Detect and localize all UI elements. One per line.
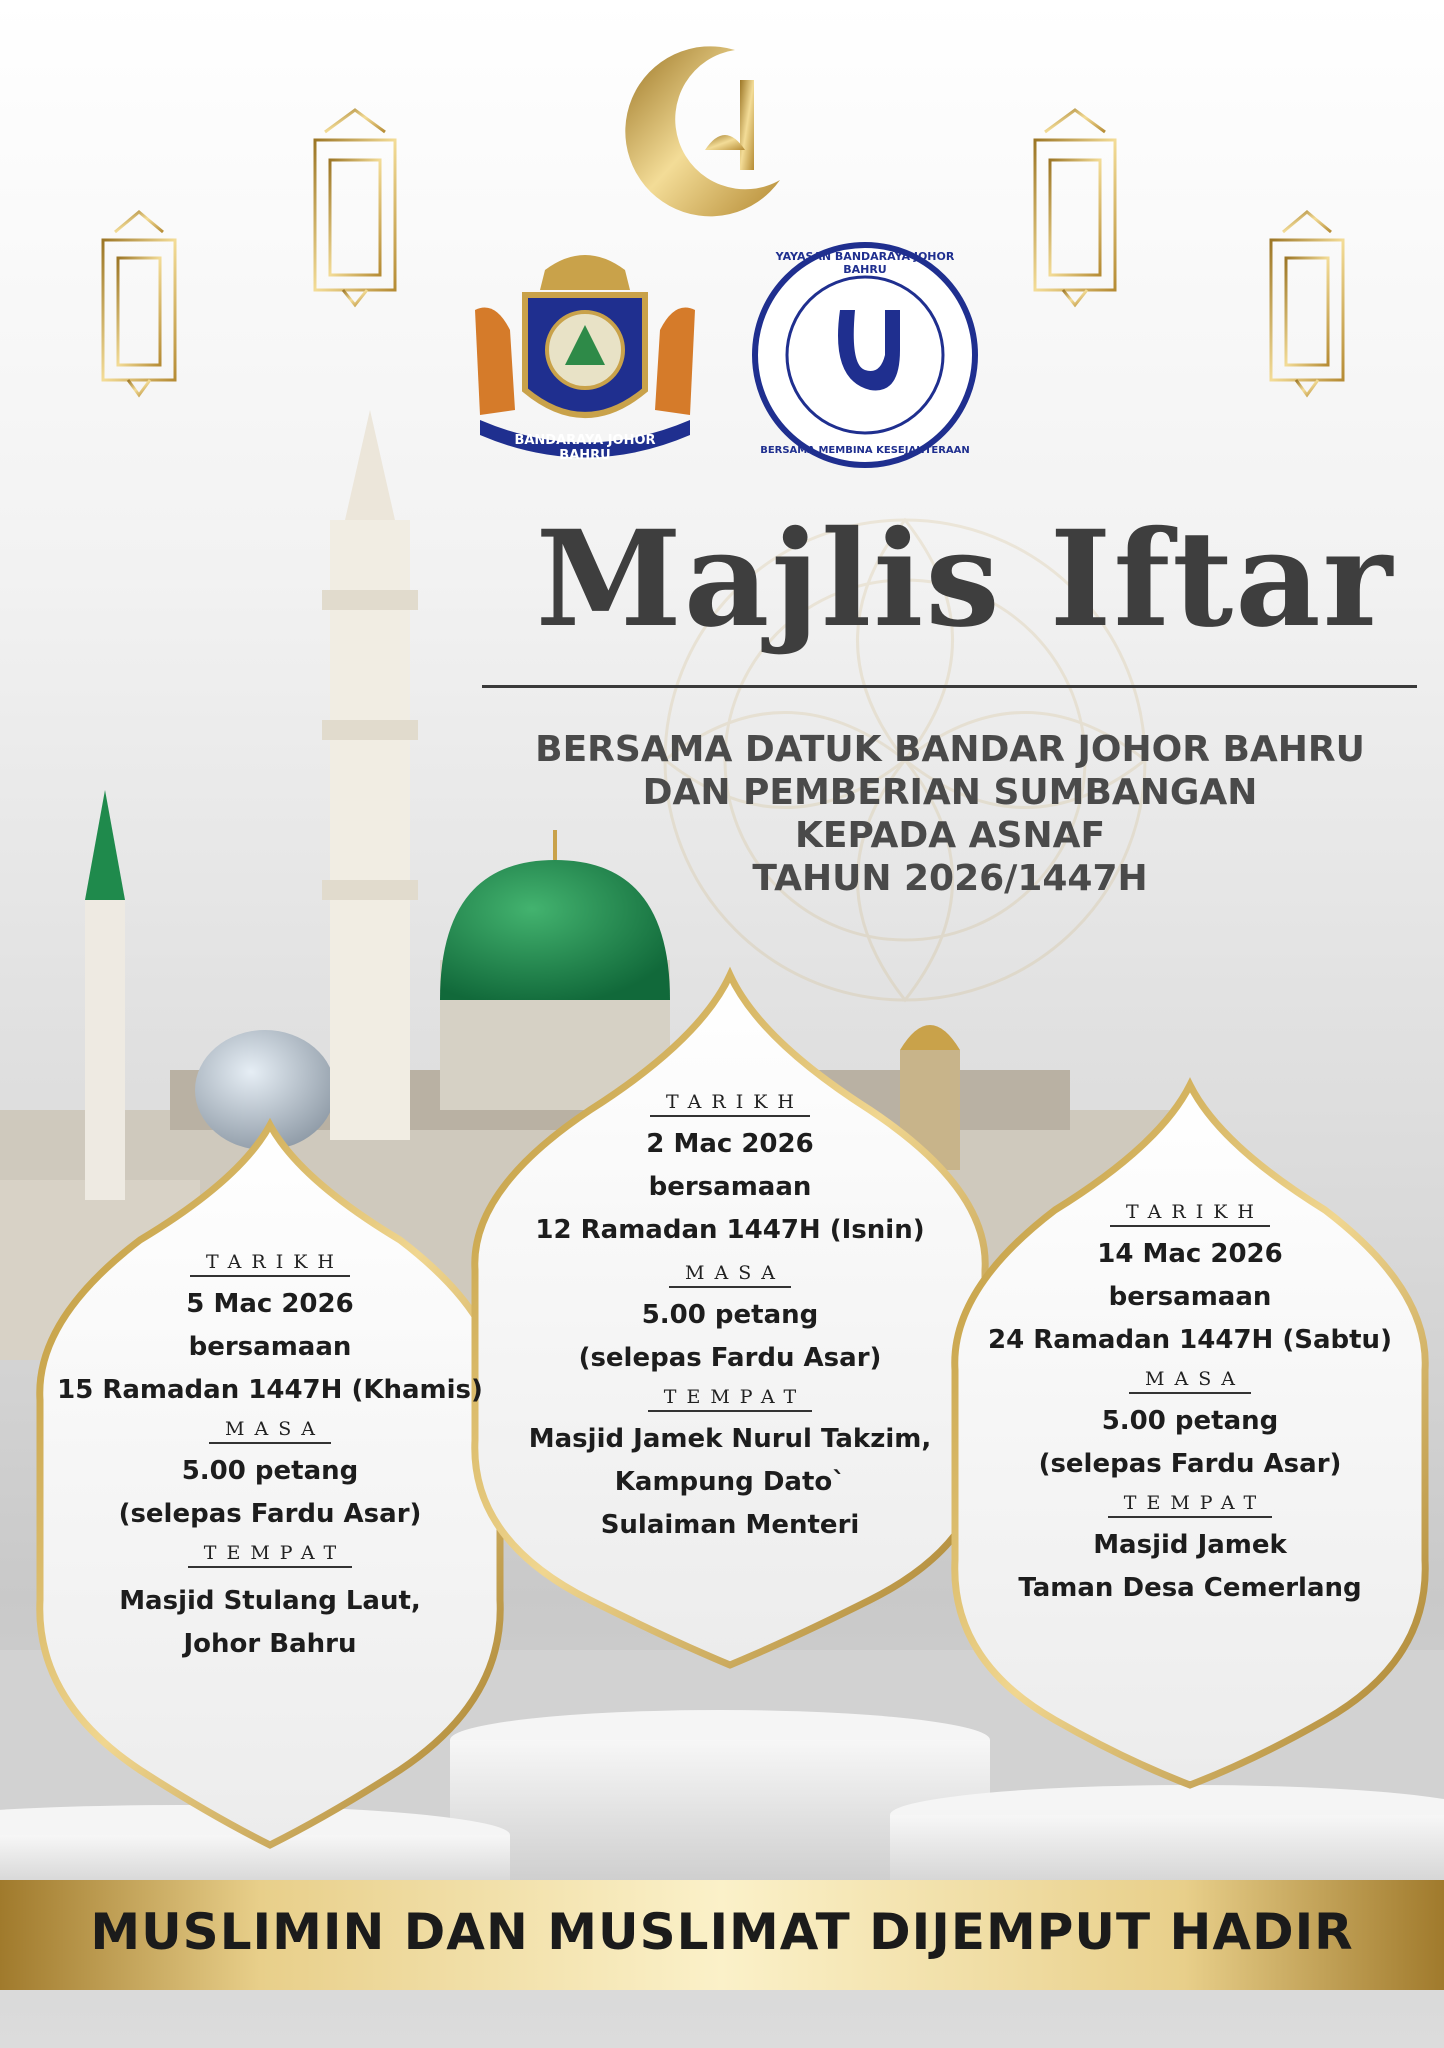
event-hijri-date: 15 Ramadan 1447H (Khamis) bbox=[57, 1375, 483, 1405]
event-place-line: Masjid Jamek bbox=[1093, 1530, 1287, 1560]
event-time-note: (selepas Fardu Asar) bbox=[578, 1343, 882, 1373]
event-date: 2 Mac 2026 bbox=[646, 1129, 814, 1159]
event-place-line: Masjid Jamek Nurul Takzim, bbox=[528, 1424, 932, 1454]
event-place-line: Masjid Stulang Laut, bbox=[119, 1586, 421, 1616]
event-hijri-date: 24 Ramadan 1447H (Sabtu) bbox=[988, 1325, 1392, 1355]
event-bersamaan: bersamaan bbox=[648, 1172, 812, 1202]
masa-label: MASA bbox=[669, 1262, 791, 1288]
yayasan-caption-top: YAYASAN BANDARAYA JOHOR BAHRU bbox=[775, 250, 955, 276]
tempat-label: TEMPAT bbox=[1108, 1492, 1272, 1518]
tarikh-label: TARIKH bbox=[650, 1091, 810, 1117]
event-time: 5.00 petang bbox=[1101, 1406, 1279, 1436]
invitation-text: MUSLIMIN DAN MUSLIMAT DIJEMPUT HADIR bbox=[90, 1903, 1354, 1961]
event-time-note: (selepas Fardu Asar) bbox=[118, 1499, 422, 1529]
event-place-line: Sulaiman Menteri bbox=[600, 1510, 860, 1540]
masa-label: MASA bbox=[1129, 1368, 1251, 1394]
event-bersamaan: bersamaan bbox=[1108, 1282, 1272, 1312]
masa-label: MASA bbox=[209, 1418, 331, 1444]
yayasan-caption-bottom: BERSAMA MEMBINA KESEJAHTERAAN bbox=[760, 445, 970, 456]
subtitle-line: TAHUN 2026/1447H bbox=[752, 858, 1148, 899]
event-time: 5.00 petang bbox=[641, 1300, 819, 1330]
tarikh-label: TARIKH bbox=[1110, 1201, 1270, 1227]
event-card bbox=[40, 1245, 500, 1695]
event-date: 5 Mac 2026 bbox=[186, 1289, 354, 1319]
page-title: Majlis Iftar bbox=[535, 502, 1395, 657]
subtitle-line: BERSAMA DATUK BANDAR JOHOR BAHRU bbox=[535, 729, 1365, 770]
subtitle-line: KEPADA ASNAF bbox=[794, 815, 1106, 856]
event-place-line: Kampung Dato` bbox=[614, 1467, 846, 1497]
event-place-line: Taman Desa Cemerlang bbox=[1018, 1573, 1362, 1603]
event-place-line: Johor Bahru bbox=[183, 1629, 357, 1659]
crest-caption: BANDARAYA JOHOR BAHRU bbox=[514, 433, 656, 463]
event-card bbox=[955, 1195, 1425, 1645]
event-time: 5.00 petang bbox=[181, 1456, 359, 1486]
event-time-note: (selepas Fardu Asar) bbox=[1038, 1449, 1342, 1479]
subtitle-line: DAN PEMBERIAN SUMBANGAN bbox=[642, 772, 1258, 813]
event-hijri-date: 12 Ramadan 1447H (Isnin) bbox=[535, 1215, 925, 1245]
event-date: 14 Mac 2026 bbox=[1097, 1239, 1283, 1269]
event-card bbox=[475, 1085, 985, 1585]
tarikh-label: TARIKH bbox=[190, 1251, 350, 1277]
tempat-label: TEMPAT bbox=[648, 1386, 812, 1412]
event-bersamaan: bersamaan bbox=[188, 1332, 352, 1362]
tempat-label: TEMPAT bbox=[188, 1542, 352, 1568]
